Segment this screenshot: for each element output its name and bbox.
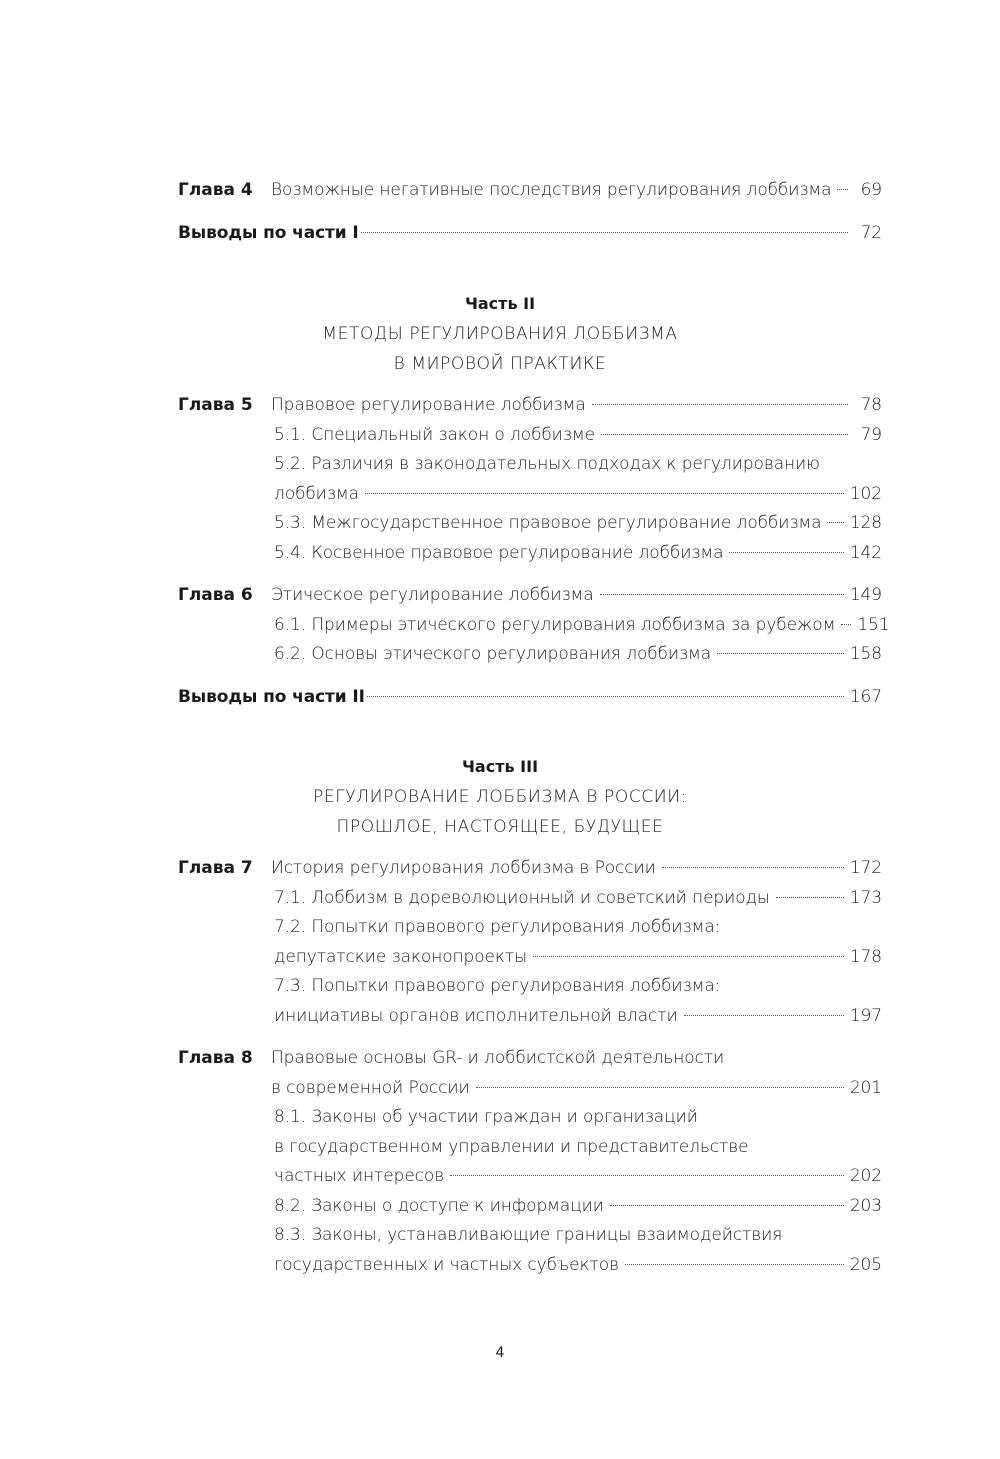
part-2-heading (0, 289, 1000, 379)
summary-title: Выводы по части I (178, 222, 359, 243)
toc-entry-chapter-7 (178, 854, 882, 884)
section-title-line-1: 7.2. Попытки правового регулирования лоббизма: (274, 917, 721, 937)
section-title: 7.1. Лоббизм в дореволюционный и советский периоды (274, 887, 770, 908)
toc-entry-section-8-3 (178, 1221, 882, 1251)
toc-entry-summary-part-2 (178, 683, 882, 713)
section-title-line-2: депутатские законопроекты (274, 946, 528, 967)
dot-leader (827, 522, 843, 523)
dot-leader (600, 594, 844, 595)
page-number: 178 (849, 946, 882, 967)
section-title-line-3: частных интересов (274, 1166, 445, 1186)
toc-entry-section-8-1 (178, 1103, 882, 1133)
toc-part-3-block (178, 854, 882, 1280)
section-title: 6.1. Примеры этического регулирования лоббизма за рубежом (274, 614, 836, 635)
chapter-title: История регулирования лоббизма в России (271, 858, 656, 878)
dot-leader (729, 552, 843, 553)
toc-entry-chapter-8 (178, 1044, 882, 1074)
chapter-title: Возможные негативные последствия регулирования лоббизма (271, 180, 832, 200)
part-3-heading (0, 752, 1000, 842)
part-label: Часть III (461, 757, 539, 776)
page-number: 102 (849, 483, 882, 504)
section-title-line-2: инициативы органов исполнительной власти (274, 1005, 678, 1026)
dot-leader (533, 956, 844, 957)
page-number: 72 (860, 222, 882, 243)
page-number: 205 (849, 1254, 882, 1275)
dot-leader (450, 1175, 844, 1176)
toc-entry-section-7-1 (178, 884, 882, 914)
toc-entry-section-7-3-cont (178, 1002, 882, 1032)
chapter-title: Правовое регулирование лоббизма (271, 395, 586, 415)
toc-entry-section-8-1-cont (178, 1133, 882, 1163)
summary-title: Выводы по части II (178, 686, 365, 707)
toc-entry-section-6-1 (178, 611, 890, 641)
toc-entry-section-7-2 (178, 913, 882, 943)
dot-leader (776, 897, 844, 898)
toc-entry-chapter-4 (178, 176, 882, 206)
toc-top-block (178, 176, 882, 248)
page-number: 149 (849, 585, 882, 605)
dot-leader (367, 696, 844, 697)
toc-entry-section-7-2-cont (178, 943, 882, 973)
dot-leader (610, 1205, 844, 1206)
toc-entry-section-5-4 (178, 539, 882, 569)
chapter-label: Глава 5 (178, 395, 253, 415)
toc-entry-section-5-2 (178, 450, 882, 480)
section-title-line-1: 8.3. Законы, устанавливающие границы взаимодействия (274, 1225, 783, 1245)
part-title-line-2: ПРОШЛОЕ, НАСТОЯЩЕЕ, БУДУЩЕЕ (336, 817, 664, 837)
part-label: Часть II (464, 294, 536, 313)
page-number: 142 (849, 542, 882, 563)
page-number: 69 (860, 180, 882, 200)
toc-entry-section-6-2 (178, 640, 882, 670)
dot-leader (662, 867, 844, 868)
chapter-label: Глава 8 (178, 1048, 253, 1068)
toc-entry-summary-part-1 (178, 219, 882, 249)
dot-leader (592, 404, 848, 405)
page-number: 128 (849, 513, 882, 533)
toc-entry-section-5-3 (178, 509, 882, 539)
chapter-title-line-2: в современной России (271, 1077, 470, 1098)
section-title-line-2: лоббизма (274, 483, 359, 504)
section-title-line-2: в государственном управлении и представительстве (274, 1136, 749, 1157)
page-number: 201 (849, 1077, 882, 1098)
dot-leader (625, 1264, 844, 1265)
page-number: 158 (849, 644, 882, 664)
dot-leader (601, 434, 848, 435)
dot-leader (361, 232, 848, 233)
page-number: 173 (849, 887, 882, 908)
chapter-label: Глава 4 (178, 180, 253, 200)
page-folio: 4 (495, 1345, 505, 1361)
toc-entry-section-5-1 (178, 421, 882, 451)
section-title-line-1: 8.1. Законы об участии граждан и организаций (274, 1107, 698, 1127)
dot-leader (684, 1015, 844, 1016)
page-number: 203 (849, 1195, 882, 1216)
part-title-line-1: МЕТОДЫ РЕГУЛИРОВАНИЯ ЛОББИЗМА (322, 324, 678, 344)
section-title-line-1: 7.3. Попытки правового регулирования лоббизма: (274, 976, 721, 996)
section-title: 5.4. Косвенное правовое регулирование лоббизма (274, 542, 724, 563)
dot-leader (476, 1087, 844, 1088)
section-title: 6.2. Основы этического регулирования лоббизма (274, 644, 712, 664)
section-title-line-2: государственных и частных субъектов (274, 1254, 619, 1275)
toc-entry-chapter-6 (178, 581, 882, 611)
section-title: 5.3. Межгосударственное правовое регулирование лоббизма (274, 513, 822, 533)
page-number: 172 (849, 858, 882, 878)
toc-entry-section-7-3 (178, 972, 882, 1002)
page-number: 167 (849, 686, 882, 707)
dot-leader (717, 653, 844, 654)
section-title: 8.2. Законы о доступе к информации (274, 1195, 604, 1216)
dot-leader (841, 624, 851, 625)
part-title-line-1: РЕГУЛИРОВАНИЕ ЛОББИЗМА В РОССИИ: (313, 787, 687, 807)
page-number: 202 (849, 1166, 882, 1186)
part-title-line-2: В МИРОВОЙ ПРАКТИКЕ (393, 354, 607, 374)
toc-entry-chapter-8-cont (178, 1074, 882, 1104)
chapter-title: Этическое регулирование лоббизма (271, 585, 594, 605)
page-number: 197 (849, 1005, 882, 1026)
chapter-label: Глава 6 (178, 585, 253, 605)
chapter-title-line-1: Правовые основы GR- и лоббистской деятельности (271, 1048, 725, 1068)
dot-leader (837, 189, 848, 190)
section-title-line-1: 5.2. Различия в законодательных подходах к регулированию (274, 454, 820, 474)
toc-entry-section-8-1-cont2 (178, 1162, 882, 1192)
dot-leader (365, 493, 844, 494)
toc-entry-chapter-5 (178, 391, 882, 421)
page-number: 78 (860, 395, 882, 415)
toc-entry-section-8-2 (178, 1192, 882, 1222)
page-number: 151 (857, 614, 890, 635)
toc-entry-section-8-3-cont (178, 1251, 882, 1281)
toc-entry-section-5-2-cont (178, 480, 882, 510)
toc-part-2-block (178, 391, 890, 712)
chapter-label: Глава 7 (178, 858, 253, 878)
section-title: 5.1. Специальный закон о лоббизме (274, 424, 595, 445)
page-number: 79 (860, 424, 882, 445)
